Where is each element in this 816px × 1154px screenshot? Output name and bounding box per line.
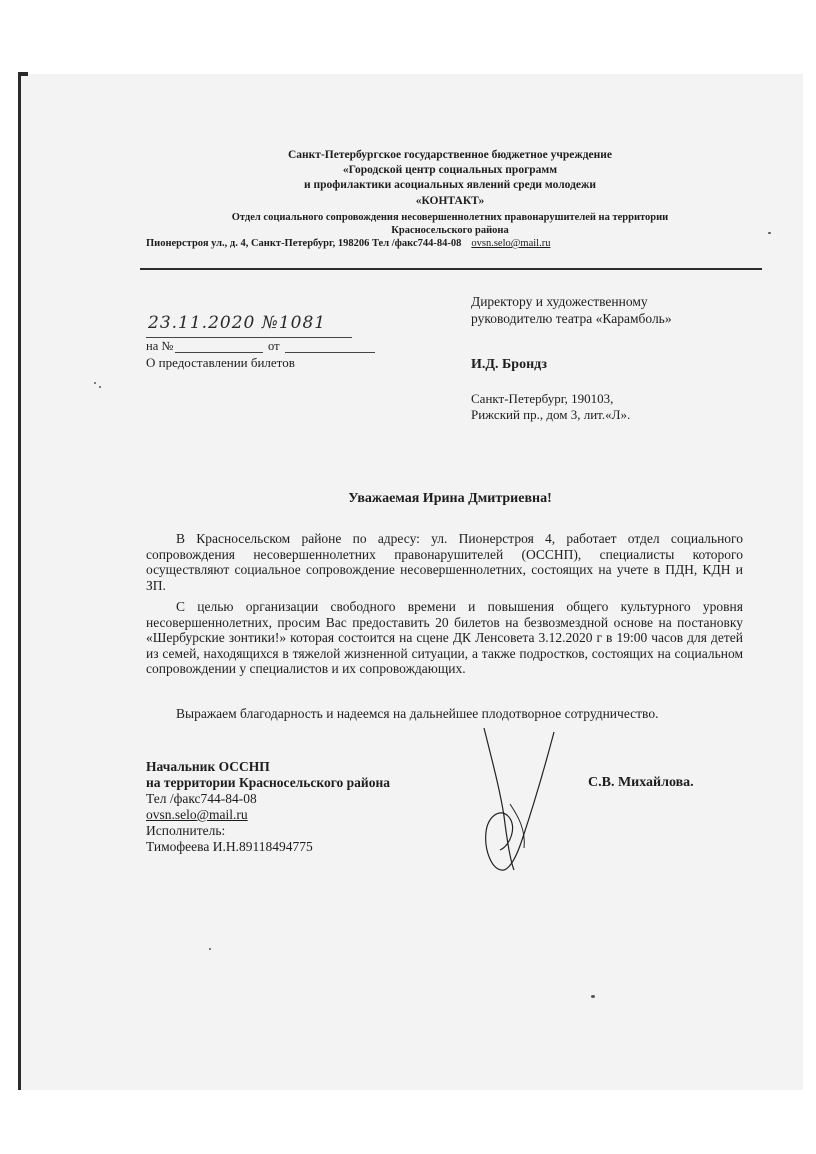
paragraph-3: Выражаем благодарность и надеемся на дальнейшее плодотворное сотрудничество.: [176, 706, 659, 721]
letterhead-line-2: «Городской центр социальных программ: [342, 164, 558, 176]
signer-phone: Тел /факс744-84-08: [146, 791, 257, 806]
paragraph-1: В Красносельском районе по адресу: ул. Пионерстроя 4, работает отдел социального сопровождения несовершеннолетних правонарушителей (ОССНП), специалисты которого осуществляют социальное сопровождение несовершеннолетних, состоящих на учете в ПДН, КДН и ЗП.: [146, 531, 743, 593]
addressee-city: Санкт-Петербург, 190103,: [471, 391, 614, 406]
paragraph-2: С целью организации свободного времени и повышения общего культурного уровня несовершеннолетних, просим Вас предоставить 20 билетов на безвозмездной основе на постановку «Шербурские зонтики!» которая состоится на сцене ДК Ленсовета 3.12.2020 г в 19:00 часов для детей из семей, находящихся в тяжелой жизненной ситуации, а также подростков, состоящих на социальном сопровождении у специалистов и их сопровождающих.: [146, 599, 743, 676]
letterhead-address-text: Пионерстроя ул., д. 4, Санкт-Петербург, 198206 Тел /факс744-84-08: [146, 238, 462, 249]
letterhead-line-3: и профилактики асоциальных явлений среди молодежи: [304, 179, 596, 191]
scan-edge-mark: [18, 72, 28, 76]
letterhead-org-name: «КОНТАКТ»: [415, 195, 485, 207]
letterhead-email: ovsn.selo@mail.ru: [471, 238, 551, 249]
subject-line: О предоставлении билетов: [146, 355, 295, 370]
signer-title-2: на территории Красносельского района: [146, 775, 390, 790]
ot-label: от: [268, 339, 280, 353]
signer-title-1: Начальник ОССНП: [146, 759, 270, 774]
executor-info: Тимофеева И.Н.89118494775: [146, 839, 313, 854]
addressee-street: Рижский пр., дом 3, лит.«Л».: [471, 407, 631, 422]
scan-speck: [99, 386, 101, 388]
addressee-name: И.Д. Брондз: [471, 357, 548, 372]
scan-speck: [591, 995, 595, 998]
scan-speck: [768, 232, 771, 234]
na-label: на №: [146, 339, 174, 353]
ot-underline: [285, 352, 375, 353]
signer-email: ovsn.selo@mail.ru: [146, 807, 248, 822]
scan-speck: [209, 948, 211, 950]
scan-speck: [94, 382, 96, 384]
letterhead-line-6: Красносельского района: [391, 225, 509, 236]
addressee-line-2: руководителю театра «Карамболь»: [471, 311, 672, 326]
greeting: Уважаемая Ирина Дмитриевна!: [348, 491, 552, 506]
handwritten-signature: [470, 720, 580, 880]
letterhead-address: [146, 238, 550, 249]
letterhead-line-5: Отдел социального сопровождения несовершеннолетних правонарушителей на территории: [231, 212, 669, 223]
handwritten-reference: 23.11.2020 №1081: [148, 313, 327, 333]
reference-underline: [146, 337, 352, 338]
signer-name: С.В. Михайлова.: [588, 775, 694, 790]
letterhead-divider: [140, 268, 762, 270]
letterhead-line-1: Санкт-Петербургское государственное бюджетное учреждение: [288, 149, 612, 161]
executor-label: Исполнитель:: [146, 823, 226, 838]
addressee-line-1: Директору и художественному: [471, 294, 648, 309]
signature-block: [146, 759, 390, 855]
na-underline: [175, 352, 263, 353]
